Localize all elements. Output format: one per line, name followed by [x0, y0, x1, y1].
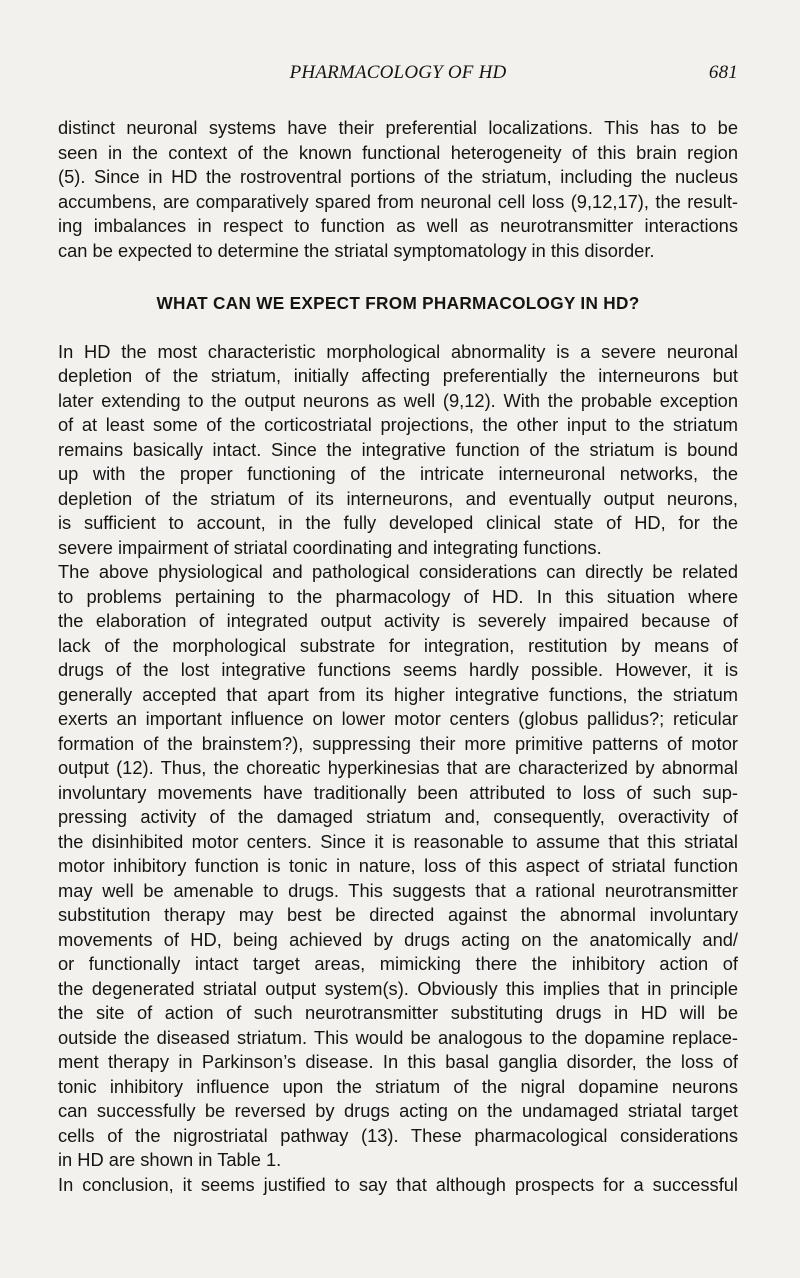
- text-line: is sufficient to account, in the fully developed clinical state of HD, for the: [58, 512, 738, 533]
- text-line: the site of action of such neurotransmitter substituting drugs in HD will be: [58, 1002, 738, 1023]
- text-line: drugs of the lost integrative functions seems hardly possible. However, it is: [58, 659, 738, 680]
- text-line: pressing activity of the damaged striatum and, consequently, overactivity of: [58, 806, 738, 827]
- paragraph-1: [58, 116, 738, 263]
- text-line: generally accepted that apart from its higher integrative functions, the striatum: [58, 683, 738, 705]
- paragraph-4: [58, 1173, 738, 1198]
- text-line: lack of the morphological substrate for integration, restitution by means of: [58, 634, 738, 656]
- text-line: may well be amenable to drugs. This suggests that a rational neurotransmitter: [58, 879, 738, 901]
- text-line: outside the diseased striatum. This would be analogous to the dopamine replace-: [58, 1026, 738, 1048]
- paragraph-3: [58, 560, 738, 1173]
- text-line: substitution therapy may best be directed against the abnormal involuntary: [58, 904, 738, 925]
- text-line: motor inhibitory function is tonic in nature, loss of this aspect of striatal function: [58, 855, 738, 876]
- text-line: or functionally intact target areas, mimicking there the inhibitory action of: [58, 953, 738, 974]
- text-line: (5). Since in HD the rostroventral portions of the striatum, including the nucleus: [58, 166, 738, 187]
- text-line: ment therapy in Parkinson’s disease. In this basal ganglia disorder, the loss of: [58, 1051, 738, 1072]
- section-heading: WHAT CAN WE EXPECT FROM PHARMACOLOGY IN HD?: [156, 293, 640, 313]
- text-line: output (12). Thus, the choreatic hyperkinesias that are characterized by abnormal: [58, 757, 738, 778]
- running-title: PHARMACOLOGY OF HD: [289, 62, 507, 83]
- text-line: the disinhibited motor centers. Since it is reasonable to assume that this striatal: [58, 830, 738, 852]
- text-line: in HD are shown in Table 1.: [58, 1149, 282, 1170]
- text-line: the elaboration of integrated output activity is severely impaired because of: [58, 610, 738, 631]
- text-line: involuntary movements have traditionally been attributed to loss of such sup-: [58, 781, 738, 803]
- text-line: cells of the nigrostriatal pathway (13). These pharmacological considerations: [58, 1124, 738, 1146]
- text-line: can be expected to determine the striatal symptomatology in this disorder.: [58, 239, 655, 261]
- text-line: seen in the context of the known functional heterogeneity of this brain region: [58, 141, 738, 163]
- text-line: depletion of the striatum of its interneurons, and eventually output neurons,: [58, 487, 738, 509]
- text-line: depletion of the striatum, initially affecting preferentially the interneurons but: [58, 365, 738, 386]
- text-line: In HD the most characteristic morphological abnormality is a severe neuronal: [58, 340, 738, 362]
- paragraph-2: [58, 340, 738, 561]
- text-line: movements of HD, being achieved by drugs acting on the anatomically and/: [58, 928, 738, 950]
- body-text: [58, 116, 738, 1197]
- text-line: severe impairment of striatal coordinating and integrating functions.: [58, 536, 602, 558]
- running-head: [58, 62, 738, 88]
- text-line: exerts an important influence on lower motor centers (globus pallidus?; reticular: [58, 708, 738, 729]
- text-line: remains basically intact. Since the integrative function of the striatum is bound: [58, 438, 738, 460]
- text-line: ing imbalances in respect to function as well as neurotransmitter interactions: [58, 215, 738, 236]
- text-line: formation of the brainstem?), suppressing their more primitive patterns of motor: [58, 732, 738, 754]
- text-line: of at least some of the corticostriatal projections, the other input to the striatum: [58, 414, 738, 435]
- text-line: to problems pertaining to the pharmacology of HD. In this situation where: [58, 585, 738, 607]
- text-line: accumbens, are comparatively spared from neuronal cell loss (9,12,17), the result-: [58, 190, 738, 212]
- text-line: The above physiological and pathological considerations can directly be related: [58, 561, 738, 582]
- text-line: can successfully be reversed by drugs acting on the undamaged striatal target: [58, 1100, 738, 1121]
- text-line: In conclusion, it seems justified to say that although prospects for a successful: [58, 1173, 738, 1195]
- text-line: up with the proper functioning of the intricate interneuronal networks, the: [58, 463, 738, 484]
- text-line: distinct neuronal systems have their preferential localizations. This has to be: [58, 117, 738, 138]
- page-number: 681: [708, 62, 738, 83]
- text-line: the degenerated striatal output system(s). Obviously this implies that in principle: [58, 977, 738, 999]
- text-line: tonic inhibitory influence upon the striatum of the nigral dopamine neurons: [58, 1075, 738, 1097]
- text-line: later extending to the output neurons as well (9,12). With the probable exception: [58, 389, 738, 411]
